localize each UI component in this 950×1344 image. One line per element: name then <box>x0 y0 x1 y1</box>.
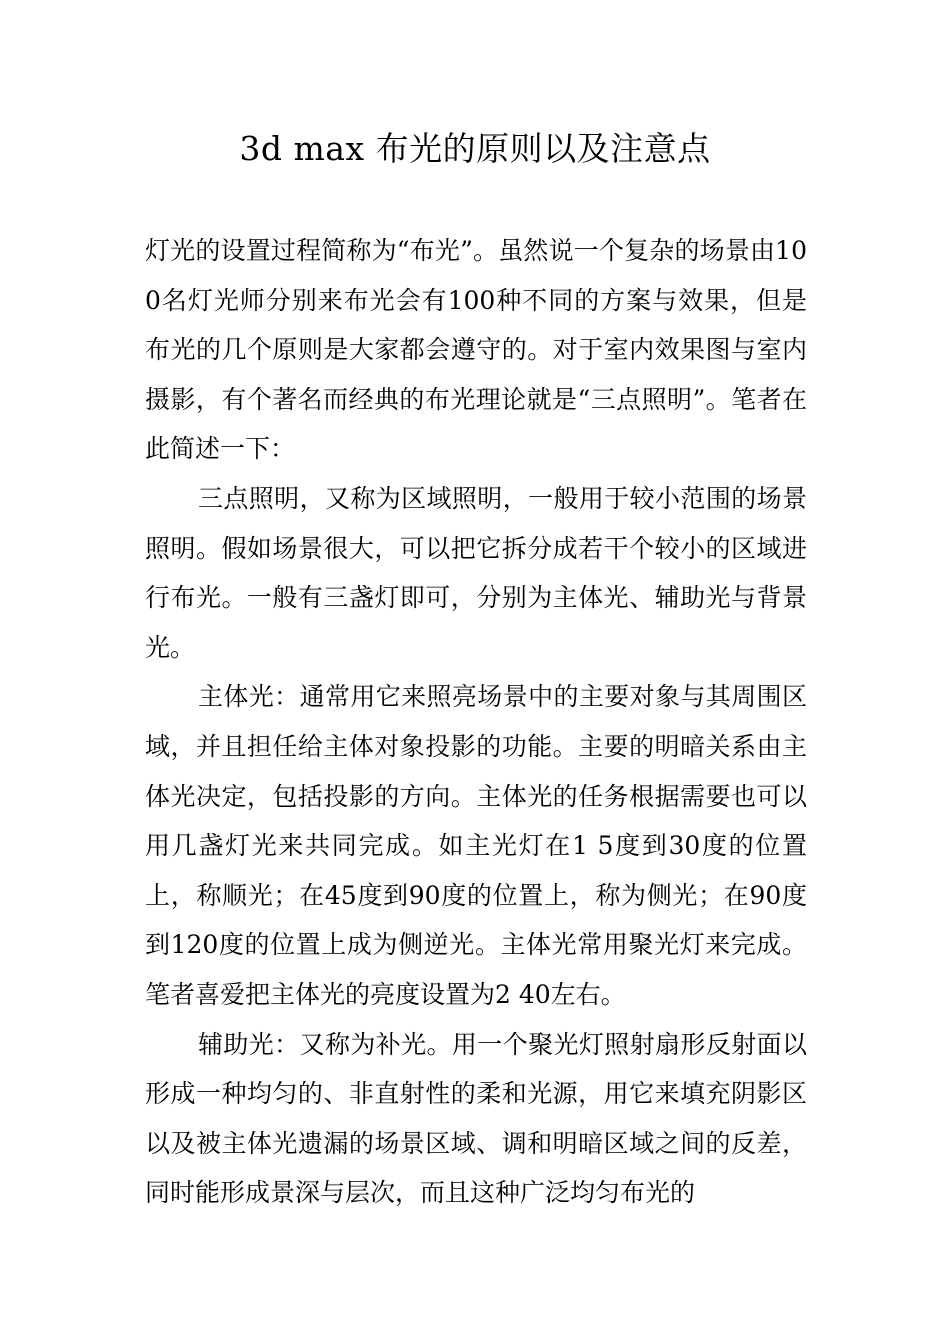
document-body <box>145 226 807 1218</box>
document-title: 3d max 布光的原则以及注意点 <box>239 129 711 168</box>
paragraph-fill-light: 辅助光：又称为补光。用一个聚光灯照射扇形反射面以形成一种均匀的、非直射性的柔和光源，用它来填充阴影区以及被主体光遗漏的场景区域、调和明暗区域之间的反差，同时能形成景深与层次，而且这种广泛均匀布光的 <box>145 1029 807 1208</box>
paragraph-three-point-lighting: 三点照明，又称为区域照明，一般用于较小范围的场景照明。假如场景很大，可以把它拆分成若干个较小的区域进行布光。一般有三盏灯即可，分别为主体光、辅助光与背景光。 <box>145 483 807 662</box>
paragraph-key-light: 主体光：通常用它来照亮场景中的主要对象与其周围区域，并且担任给主体对象投影的功能。主要的明暗关系由主体光决定，包括投影的方向。主体光的任务根据需要也可以用几盏灯光来共同完成。如主光灯在1 5度到30度的位置上，称顺光；在45度到90度的位置上，称为侧光；在90度到120度的位置上成为侧逆光。主体光常用聚光灯来完成。笔者喜爱把主体光的亮度设置为2 40左右。 <box>145 682 807 1009</box>
paragraph-intro: 灯光的设置过程简称为“布光”。虽然说一个复杂的场景由100名灯光师分别来布光会有100种不同的方案与效果，但是布光的几个原则是大家都会遵守的。对于室内效果图与室内摄影，有个著名而经典的布光理论就是“三点照明”。笔者在此简述一下： <box>145 236 807 464</box>
